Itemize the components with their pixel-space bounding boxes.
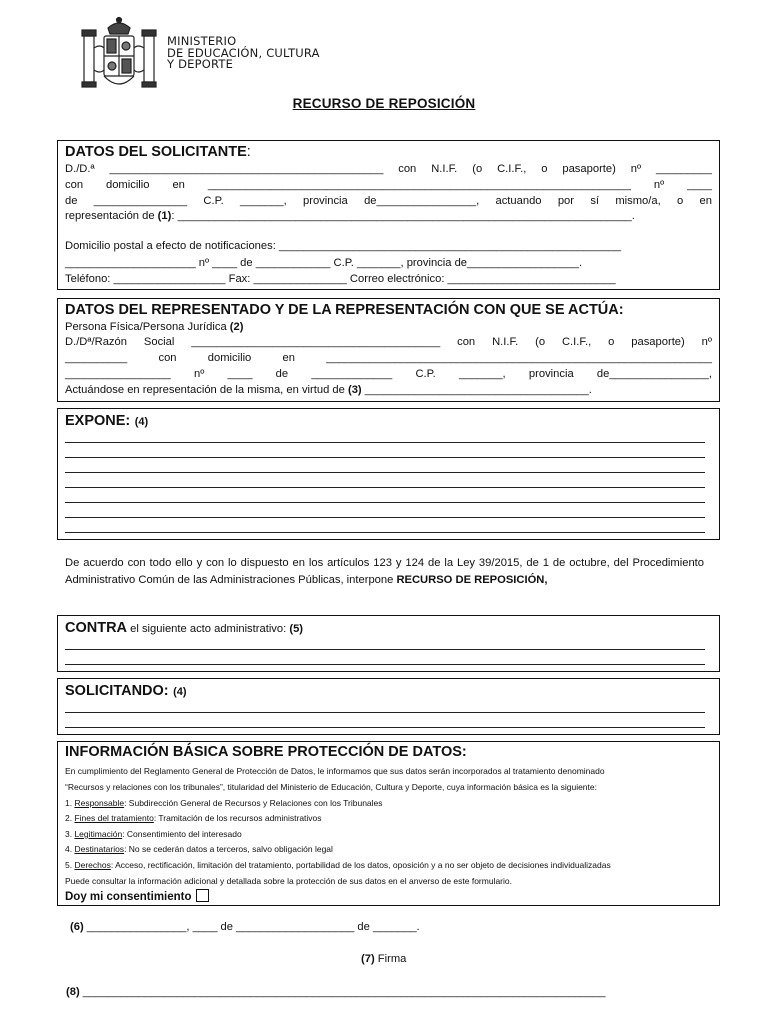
- virtud-label: Actuándose en representación de la misma, en virtud de: [65, 384, 348, 396]
- representacion-blank: : _________________________________________________________________________.: [171, 210, 635, 222]
- solicitante-representacion-field[interactable]: [65, 210, 635, 223]
- contra-line[interactable]: [65, 649, 705, 650]
- acuerdo-paragraph: [65, 555, 704, 589]
- ministry-line: MINISTERIO: [167, 34, 237, 48]
- solicitante-heading-text: DATOS DEL SOLICITANTE: [65, 144, 247, 160]
- representado-domicilio-field[interactable]: __________ con domicilio en ______________________________________________________________: [65, 352, 712, 364]
- item-number: 1.: [65, 798, 75, 808]
- document-title: RECURSO DE REPOSICIÓN: [292, 96, 476, 111]
- item-value: : Acceso, rectificación, limitación del tratamiento, portabilidad de los datos, oposición y a no ser objeto de decisiones individualizadas: [110, 860, 611, 870]
- consent-row[interactable]: [65, 889, 209, 904]
- expone-heading-text: EXPONE:: [65, 413, 131, 429]
- contra-line[interactable]: [65, 664, 705, 665]
- expone-line[interactable]: [65, 457, 705, 458]
- solicitando-line[interactable]: [65, 727, 705, 728]
- solicitando-heading: [65, 682, 187, 700]
- expone-section: [57, 408, 720, 540]
- proteccion-item: [65, 860, 611, 870]
- solicitando-section: [57, 678, 720, 735]
- expone-line[interactable]: [65, 502, 705, 503]
- ministry-line: Y DEPORTE: [167, 57, 234, 71]
- recipient-line[interactable]: [66, 986, 605, 999]
- consent-checkbox[interactable]: [196, 889, 209, 902]
- proteccion-item: [65, 844, 333, 854]
- item-key: Responsable: [74, 798, 125, 808]
- note-ref: (8): [66, 986, 80, 998]
- persona-tipo-label: Persona Física/Persona Jurídica: [65, 321, 230, 333]
- notificaciones-cp-field[interactable]: _____________________ nº ____ de ____________ C.P. _______, provincia de__________________.: [65, 257, 583, 269]
- expone-line[interactable]: [65, 517, 705, 518]
- solicitando-line[interactable]: [65, 712, 705, 713]
- item-value: : Tramitación de los recursos administrativos: [153, 813, 322, 823]
- item-key: Fines del tratamiento: [74, 813, 154, 823]
- proteccion-section: [57, 741, 720, 906]
- signature-label: [361, 953, 406, 966]
- acuerdo-bold: RECURSO DE REPOSICIÓN,: [396, 574, 548, 586]
- note-ref: (1): [157, 210, 172, 222]
- representado-cp-field[interactable]: _________________ nº ____ de _____________ C.P. _______, provincia de________________,: [65, 368, 712, 380]
- note-ref: (4): [134, 416, 149, 428]
- item-key: Legitimación: [74, 829, 123, 839]
- note-ref: (4): [173, 686, 187, 698]
- ministry-name: [167, 36, 320, 71]
- proteccion-heading: INFORMACIÓN BÁSICA SOBRE PROTECCIÓN DE DATOS:: [65, 744, 467, 760]
- expone-heading: [65, 412, 148, 430]
- telefono-field[interactable]: Teléfono: __________________ Fax: _______________ Correo electrónico: ___________________________: [65, 273, 616, 285]
- expone-line[interactable]: [65, 442, 705, 443]
- item-number: 2.: [65, 813, 75, 823]
- proteccion-item: [65, 829, 242, 839]
- item-number: 4.: [65, 844, 75, 854]
- proteccion-more-info: Puede consultar la información adicional y detallada sobre la protección de sus datos en el anverso de este formulario.: [65, 876, 512, 886]
- item-key: Derechos: [74, 860, 111, 870]
- solicitando-heading-text: SOLICITANDO:: [65, 683, 169, 699]
- solicitante-name-field[interactable]: D./D.ª ____________________________________________ con N.I.F. (o C.I.F., o pasaporte) nº _________: [65, 163, 712, 175]
- contra-section: [57, 615, 720, 672]
- date-blank: ________________, ____ de ___________________ de _______.: [83, 921, 420, 933]
- note-ref: (2): [229, 321, 244, 333]
- solicitante-heading: [65, 144, 251, 160]
- item-value: : No se cederán datos a terceros, salvo obligación legal: [124, 844, 333, 854]
- proteccion-intro: En cumplimiento del Reglamento General de Protección de Datos, le informamos que sus datos serán incorporados al tratamiento denominado: [65, 766, 605, 776]
- solicitante-cp-field[interactable]: de _______________ C.P. _______, provincia de________________, actuando por sí mismo/a, o en: [65, 195, 712, 207]
- virtud-field[interactable]: [65, 384, 592, 397]
- representacion-label: representación de: [65, 210, 158, 222]
- expone-line[interactable]: [65, 472, 705, 473]
- virtud-blank: ____________________________________.: [361, 384, 592, 396]
- contra-heading: [65, 619, 303, 637]
- coat-of-arms-icon: [78, 14, 160, 100]
- note-ref: (5): [289, 623, 304, 635]
- proteccion-intro: “Recursos y relaciones con los tribunales”, titularidad del Ministerio de Educación, Cultura y Deporte, cuya información básica es la siguiente:: [65, 782, 597, 792]
- persona-tipo-field[interactable]: [65, 321, 243, 334]
- proteccion-item: [65, 813, 322, 823]
- proteccion-item: [65, 798, 383, 808]
- expone-line[interactable]: [65, 487, 705, 488]
- solicitante-domicilio-field[interactable]: con domicilio en ____________________________________________________________________ nº ____: [65, 179, 712, 191]
- razon-social-field[interactable]: D./Dª/Razón Social ________________________________________ con N.I.F. (o C.I.F., o pasaporte) nº: [65, 336, 712, 348]
- note-ref: (6): [70, 921, 84, 933]
- date-line[interactable]: [70, 921, 420, 934]
- solicitante-section: [57, 140, 720, 290]
- item-number: 5.: [65, 860, 75, 870]
- item-number: 3.: [65, 829, 75, 839]
- contra-text: el siguiente acto administrativo:: [127, 623, 290, 635]
- item-key: Destinatarios: [74, 844, 125, 854]
- firma-text: Firma: [374, 953, 407, 965]
- representado-heading: DATOS DEL REPRESENTADO Y DE LA REPRESENTACIÓN CON QUE SE ACTÚA:: [65, 302, 624, 318]
- item-value: : Subdirección General de Recursos y Relaciones con los Tribunales: [124, 798, 383, 808]
- solicitante-heading-colon: :: [246, 144, 251, 160]
- expone-line[interactable]: [65, 532, 705, 533]
- consent-label: Doy mi consentimiento: [65, 891, 192, 903]
- ministry-line: DE EDUCACIÓN, CULTURA: [167, 45, 320, 60]
- contra-heading-text: CONTRA: [65, 620, 128, 636]
- recipient-blank: ____________________________________________________________________________________: [79, 986, 606, 998]
- notificaciones-field[interactable]: Domicilio postal a efecto de notificaciones: _______________________________________________________: [65, 240, 622, 252]
- note-ref: (3): [347, 384, 362, 396]
- note-ref: (7): [361, 953, 375, 965]
- acuerdo-text: De acuerdo con todo ello y con lo dispuesto en los artículos 123 y 124 de la Ley 39/2015, de 1 de octubre, del Procedimiento Administrativo Común de las Administraciones Públicas, interpone: [65, 557, 704, 586]
- representado-section: [57, 298, 720, 402]
- item-value: : Consentimiento del interesado: [122, 829, 242, 839]
